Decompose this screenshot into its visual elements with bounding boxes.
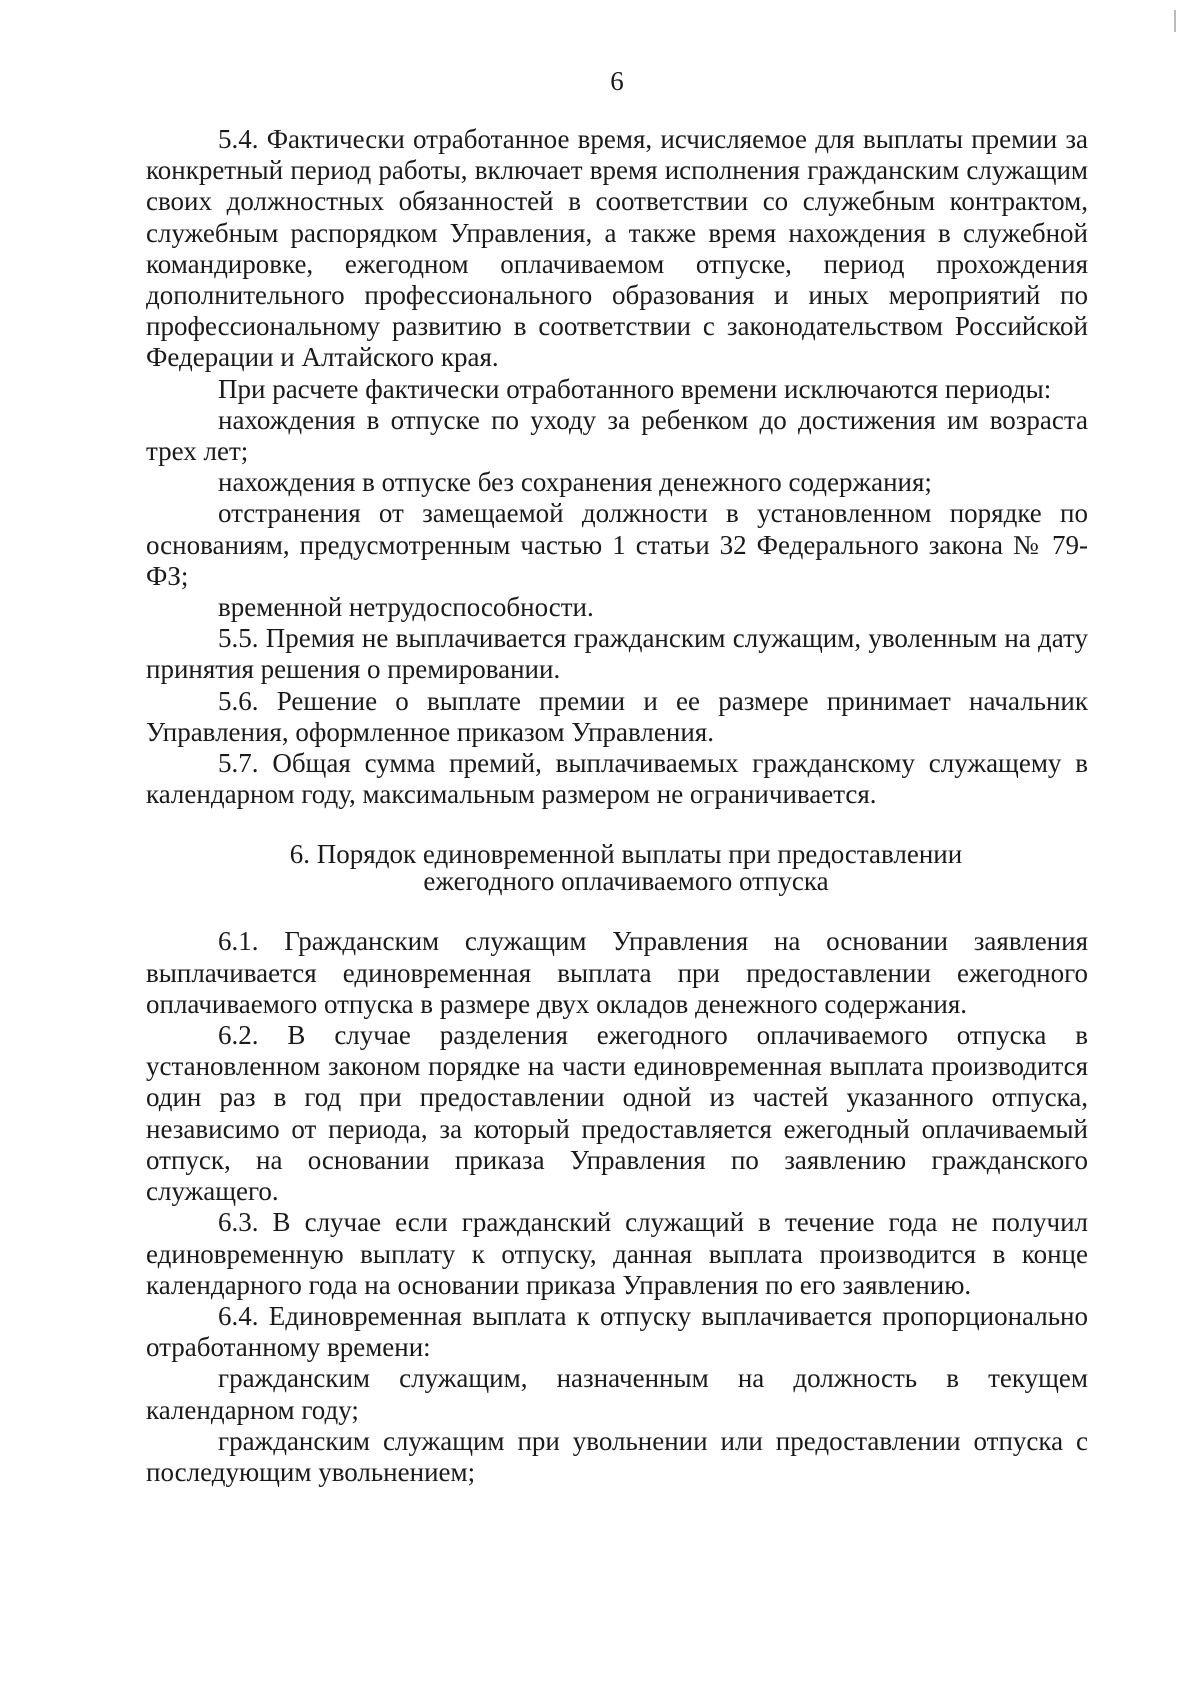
paragraph-exclusions: При расчете фактически отработанного времени исключаются периоды: bbox=[218, 373, 1052, 404]
document-body bbox=[146, 124, 1088, 1488]
exclusion-item-childcare: нахождения в отпуске по уходу за ребенком до достижения им возраста трех лет; bbox=[146, 404, 1088, 467]
proportional-item-appointed: гражданским служащим, назначенным на должность в текущем календарном году; bbox=[146, 1363, 1088, 1425]
page-number: 6 bbox=[610, 66, 624, 96]
scan-edge-mark bbox=[1174, 10, 1176, 32]
section-6-heading-line-2: ежегодного оплачиваемого отпуска bbox=[423, 866, 829, 897]
section-gap bbox=[146, 895, 1088, 926]
section-6-heading-line-1: 6. Порядок единовременной выплаты при предоставлении bbox=[289, 839, 963, 870]
paragraph-6-1: 6.1. Гражданским служащим Управления на основании заявления выплачивается единовременная выплата при предоставлении ежегодного оплачиваемого отпуска в размере двух окладов денежного содержания. bbox=[146, 926, 1088, 1019]
section-6-heading bbox=[146, 841, 1088, 895]
section-gap bbox=[146, 810, 1088, 841]
exclusion-item-unpaid-leave: нахождения в отпуске без сохранения денежного содержания; bbox=[218, 467, 932, 498]
paragraph-5-5: 5.5. Премия не выплачивается гражданским служащим, уволенным на дату принятия решения о премировании. bbox=[146, 623, 1088, 685]
paragraph-5-4: 5.4. Фактически отработанное время, исчисляемое для выплаты премии за конкретный период работы, включает время исполнения гражданским служащим своих должностных обязанностей в соответствии со служебным контрактом, служебным распорядком Управления, а также время нахождения в служебной командировке, ежегодном оплачиваемом отпуске, период прохождения дополнительного профессионального образования и иных мероприятий по профессиональному развитию в соответствии с законодательством Российской Федерации и Алтайского края. bbox=[146, 124, 1088, 373]
paragraph-6-2: 6.2. В случае разделения ежегодного оплачиваемого отпуска в установленном законом порядке на части единовременная выплата производится один раз в год при предоставлении одной из частей указанного отпуска, независимо от периода, за который предоставляется ежегодный оплачиваемый отпуск, на основании приказа Управления по заявлению гражданского служащего. bbox=[146, 1020, 1088, 1207]
paragraph-5-6: 5.6. Решение о выплате премии и ее размере принимает начальник Управления, оформленное приказом Управления. bbox=[146, 685, 1088, 747]
exclusion-item-disability: временной нетрудоспособности. bbox=[218, 592, 594, 623]
exclusion-item-suspension: отстранения от замещаемой должности в установленном порядке по основаниям, предусмотренным частью 1 статьи 32 Федерального закона № 79-ФЗ; bbox=[146, 498, 1088, 591]
paragraph-5-7: 5.7. Общая сумма премий, выплачиваемых гражданскому служащему в календарном году, максимальным размером не ограничивается. bbox=[146, 748, 1088, 810]
paragraph-6-3: 6.3. В случае если гражданский служащий в течение года не получил единовременную выплату к отпуску, данная выплата производится в конце календарного года на основании приказа Управления по его заявлению. bbox=[146, 1207, 1088, 1300]
paragraph-6-4: 6.4. Единовременная выплата к отпуску выплачивается пропорционально отработанному времени: bbox=[146, 1300, 1088, 1363]
proportional-item-dismissal: гражданским служащим при увольнении или предоставлении отпуска с последующим увольнением; bbox=[146, 1425, 1088, 1487]
